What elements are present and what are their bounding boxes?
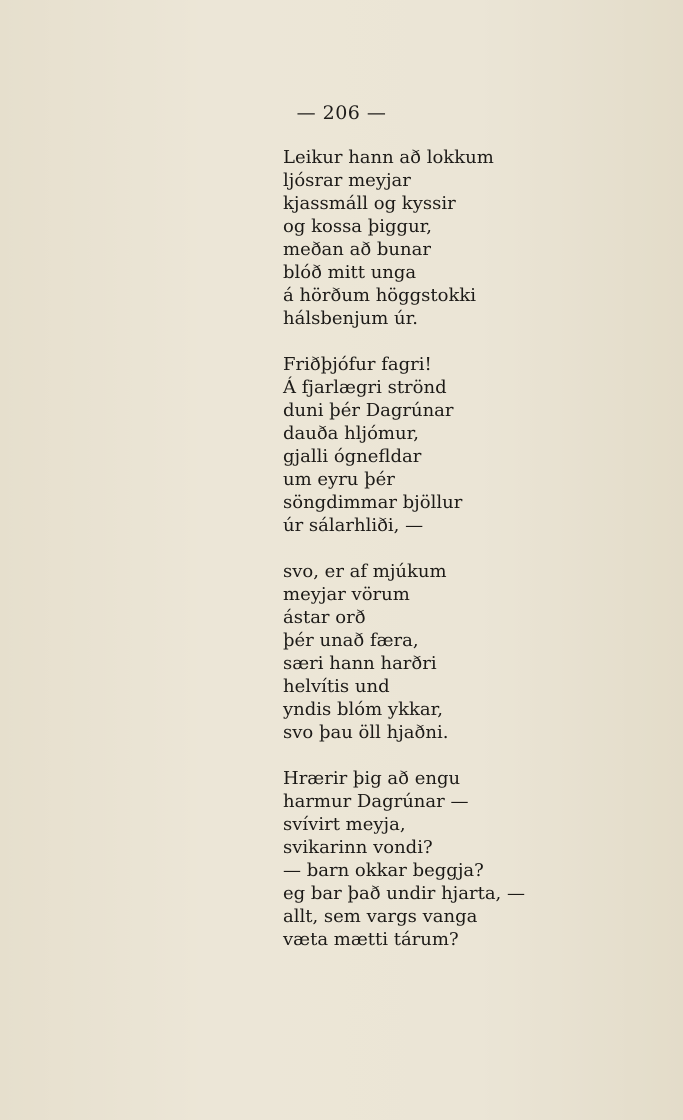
poem-line: meðan að bunar xyxy=(283,239,431,260)
poem-line: dauða hljómur, xyxy=(283,423,419,444)
poem-line: svo þau öll hjaðni. xyxy=(283,722,449,743)
poem-line: úr sálarhliði, — xyxy=(283,515,424,536)
poem-line: væta mætti tárum? xyxy=(283,929,459,950)
poem-line: hálsbenjum úr. xyxy=(283,308,418,329)
poem-line: um eyru þér xyxy=(283,469,395,490)
poem-line: og kossa þiggur, xyxy=(283,216,433,237)
poem xyxy=(283,146,613,974)
poem-line: blóð mitt unga xyxy=(283,262,417,283)
poem-line: svo, er af mjúkum xyxy=(283,561,447,582)
poem-line: á hörðum höggstokki xyxy=(283,285,477,306)
poem-line: ástar orð xyxy=(283,607,366,628)
poem-line: duni þér Dagrúnar xyxy=(283,400,454,421)
stanza-2 xyxy=(283,353,613,537)
poem-line: ljósrar meyjar xyxy=(283,170,411,191)
poem-line: særi hann harðri xyxy=(283,653,437,674)
stanza-1 xyxy=(283,146,613,330)
poem-line: Hrærir þig að engu xyxy=(283,768,461,789)
poem-line: þér unað færa, xyxy=(283,630,419,651)
stanza-3 xyxy=(283,560,613,744)
poem-line: Leikur hann að lokkum xyxy=(283,147,494,168)
poem-line: allt, sem vargs vanga xyxy=(283,906,478,927)
poem-line: Á fjarlægri strönd xyxy=(283,377,447,398)
poem-line: Friðþjófur fagri! xyxy=(283,354,432,375)
poem-line: gjalli ógnefldar xyxy=(283,446,422,467)
poem-line: eg bar það undir hjarta, — xyxy=(283,883,525,904)
stanza-4 xyxy=(283,767,613,951)
poem-line: meyjar vörum xyxy=(283,584,410,605)
poem-line: harmur Dagrúnar — xyxy=(283,791,469,812)
poem-line: helvítis und xyxy=(283,676,390,697)
poem-line: svikarinn vondi? xyxy=(283,837,433,858)
poem-line: svívirt meyja, xyxy=(283,814,406,835)
poem-line: söngdimmar bjöllur xyxy=(283,492,463,513)
poem-line: kjassmáll og kyssir xyxy=(283,193,456,214)
poem-line: — barn okkar beggja? xyxy=(283,860,484,881)
page-number: — 206 — xyxy=(296,102,387,124)
poem-line: yndis blóm ykkar, xyxy=(283,699,443,720)
